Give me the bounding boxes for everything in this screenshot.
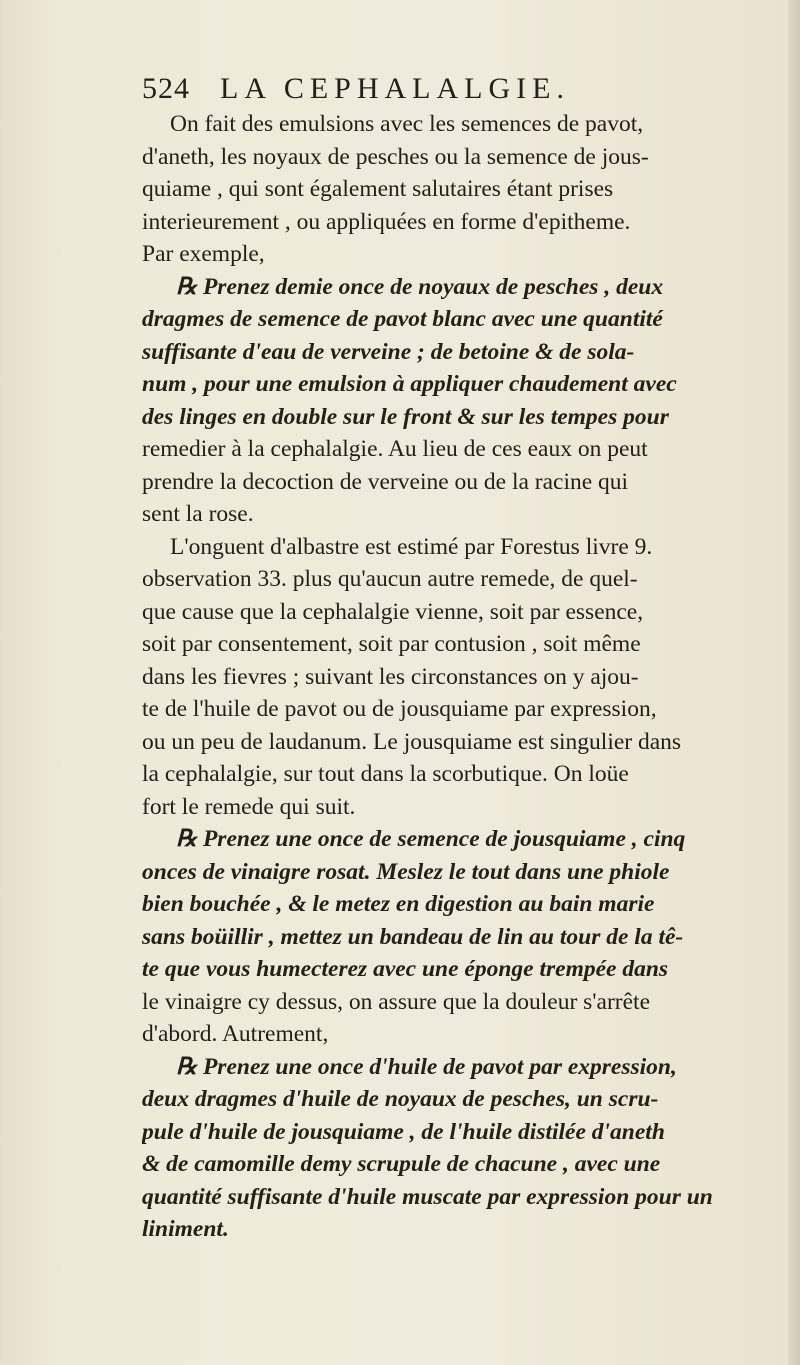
recipe-line: bien bouchée , & le metez en digestion au bain marie	[142, 891, 655, 917]
recipe-line: quantité suffisante d'huile muscate par expression pour un	[142, 1183, 713, 1210]
running-header	[142, 72, 772, 108]
recipe-line: sans boüillir , mettez un bandeau de lin au tour de la tê-	[142, 923, 684, 950]
text-line: L'onguent d'albastre est estimé par Forestus livre 9.	[170, 533, 653, 560]
recipe-line: num , pour une emulsion à appliquer chaudement avec	[142, 371, 677, 397]
recipe-line: des linges en double sur le front & sur les tempes pour	[142, 403, 669, 430]
recipe-line: onces de vinaigre rosat. Meslez le tout dans une phiole	[142, 858, 670, 885]
recipe-line: pule d'huile de jousquiame , de l'huile distilée d'aneth	[142, 1118, 665, 1145]
recipe-line: suffisante d'eau de verveine ; de betoine & de sola-	[142, 338, 635, 365]
text-line: sent la rose.	[142, 501, 254, 527]
page-text-block	[142, 72, 772, 1246]
recipe-line: ℞ Prenez demie once de noyaux de pesches , deux	[176, 273, 664, 300]
text-line: d'abord. Autrement,	[142, 1021, 329, 1047]
text-line: que cause que la cephalalgie vienne, soit par essence,	[142, 598, 644, 625]
text-line: prendre la decoction de verveine ou de la racine qui	[142, 468, 629, 495]
recipe-line: liniment.	[142, 1216, 229, 1242]
text-line: quiame , qui sont également salutaires étant prises	[142, 176, 614, 202]
recipe-line: ℞ Prenez une once de semence de jousquiame , cinq	[176, 826, 686, 852]
text-line: remedier à la cephalalgie. Au lieu de ces eaux on peut	[142, 436, 648, 462]
recipe-line: deux dragmes d'huile de noyaux de pesches, un scru-	[142, 1086, 659, 1112]
recipe-line: & de camomille demy scrupule de chacune , avec une	[142, 1151, 661, 1177]
text-line: observation 33. plus qu'aucun autre remede, de quel-	[142, 566, 638, 592]
text-line: la cephalalgie, sur tout dans la scorbutique. On loüe	[142, 761, 629, 787]
text-line: le vinaigre cy dessus, on assure que la douleur s'arrête	[142, 988, 651, 1015]
text-line: Par exemple,	[142, 241, 265, 267]
page-number: 524	[142, 72, 190, 105]
text-line: d'aneth, les noyaux de pesches ou la semence de jous-	[142, 143, 649, 170]
text-line: On fait des emulsions avec les semences de pavot,	[170, 111, 644, 137]
body-text	[142, 108, 772, 1246]
recipe-line: te que vous humecterez avec une éponge trempée dans	[142, 956, 669, 982]
text-line: soit par consentement, soit par contusion , soit même	[142, 631, 641, 657]
recipe-line: dragmes de semence de pavot blanc avec une quantité	[142, 306, 663, 332]
text-line: fort le remede qui suit.	[142, 793, 356, 820]
page-edge-shadow	[788, 0, 800, 1365]
text-line: dans les fievres ; suivant les circonstances on y ajou-	[142, 663, 639, 690]
text-line: te de l'huile de pavot ou de jousquiame par expression,	[142, 696, 657, 722]
text-line: interieurement , ou appliquées en forme d'epitheme.	[142, 208, 631, 235]
recipe-line: ℞ Prenez une once d'huile de pavot par expression,	[176, 1053, 677, 1080]
running-title: LA CEPHALALGIE.	[220, 72, 570, 105]
text-line: ou un peu de laudanum. Le jousquiame est singulier dans	[142, 728, 682, 755]
